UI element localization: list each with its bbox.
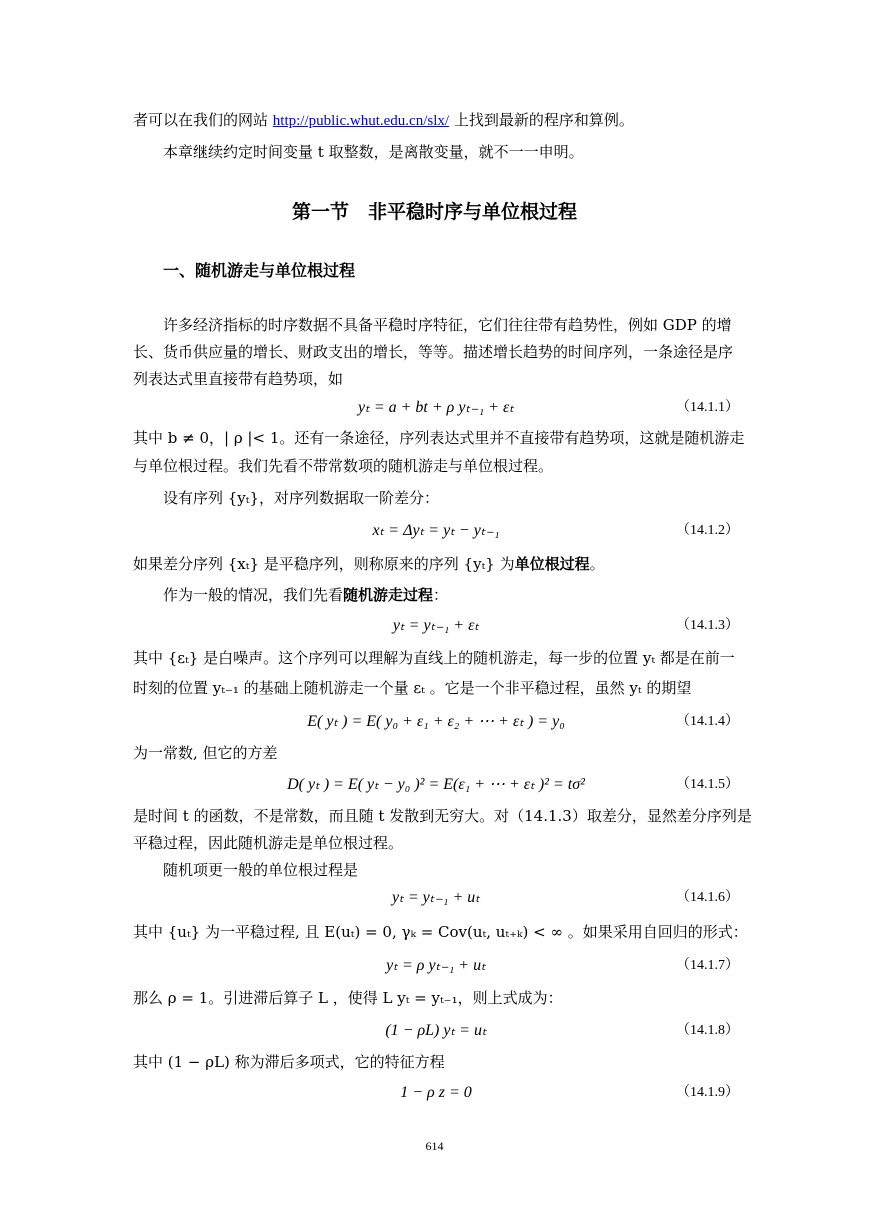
term-random-walk-process: 随机游走过程 (343, 586, 434, 604)
equation-number: （14.1.7） (676, 958, 739, 973)
equation-expression: (1 − ρL) yₜ = uₜ (385, 1022, 487, 1039)
equation-expression: D( yₜ ) = E( yₜ − y₀ )² = E(ε₁ + ⋯ + εₜ )² = tσ² (287, 776, 585, 793)
equation-number: （14.1.6） (676, 890, 739, 905)
paragraph-line (133, 110, 739, 131)
paragraph-line: 列表达式里直接带有趋势项，如 (133, 370, 344, 388)
paragraph-line: 与单位根过程。我们先看不带常数项的随机游走与单位根过程。 (133, 457, 554, 475)
equation-14-1-1 (133, 396, 739, 420)
text-span: 如果差分序列 {xₜ} 是平稳序列，则称原来的序列 {yₜ} 为 (133, 555, 515, 573)
equation-number: （14.1.1） (676, 400, 739, 415)
paragraph-line: 那么 ρ = 1。引进滞后算子 L ，使得 L yₜ = yₜ₋₁，则上式成为： (133, 989, 563, 1007)
text-span: 作为一般的情况，我们先看 (163, 586, 344, 604)
term-unit-root-process: 单位根过程 (514, 555, 590, 573)
equation-expression: 1 − ρ z = 0 (400, 1084, 472, 1101)
equation-14-1-5 (133, 773, 739, 797)
paragraph-line: 为一常数, 但它的方差 (133, 744, 278, 762)
equation-expression: yₜ = yₜ₋₁ + uₜ (392, 889, 480, 906)
paragraph-line: 平稳过程，因此随机游走是单位根过程。 (133, 834, 404, 852)
section-title: 第一节 非平稳时序与单位根过程 (291, 201, 577, 223)
website-link[interactable]: http://public.whut.edu.cn/slx/ (272, 113, 450, 129)
equation-number: （14.1.3） (676, 618, 739, 633)
paragraph-line: 其中 (1 − ρL) 称为滞后多项式，它的特征方程 (133, 1053, 445, 1071)
equation-expression: E( yₜ ) = E( y₀ + ε₁ + ε₂ + ⋯ + εₜ ) = y₀ (307, 713, 565, 730)
equation-number: （14.1.8） (676, 1023, 739, 1038)
paragraph-line: 本章继续约定时间变量 t 取整数，是离散变量，就不一一申明。 (163, 143, 584, 161)
equation-14-1-9 (133, 1081, 739, 1105)
paragraph-line: 其中 b ≠ 0，| ρ |< 1。还有一条途径，序列表达式里并不直接带有趋势项，这就是随机游走 (133, 429, 745, 447)
equation-14-1-3 (133, 614, 739, 638)
text-span: 上找到最新的程序和算例。 (453, 111, 634, 129)
equation-14-1-4 (133, 710, 739, 734)
paragraph-line (163, 585, 739, 605)
text-span: 者可以在我们的网站 (133, 111, 269, 129)
paragraph-line: 时刻的位置 yₜ₋₁ 的基础上随机游走一个量 εₜ 。它是一个非平稳过程，虽然 yₜ 的期望 (133, 679, 692, 697)
paragraph-line: 长、货币供应量的增长、财政支出的增长，等等。描述增长趋势的时间序列，一条途径是序 (133, 343, 734, 361)
paragraph-line: 其中 {εₜ} 是白噪声。这个序列可以理解为直线上的随机游走，每一步的位置 yₜ 都是在前一 (133, 649, 735, 667)
subsection-title: 一、随机游走与单位根过程 (163, 261, 356, 280)
paragraph-line: 随机项更一般的单位根过程是 (163, 861, 359, 879)
equation-expression: yₜ = ρ yₜ₋₁ + uₜ (386, 957, 486, 974)
equation-expression: yₜ = a + bt + ρ yₜ₋₁ + εₜ (358, 399, 514, 416)
text-span: 。 (589, 555, 605, 573)
paragraph-line (133, 554, 739, 574)
equation-number: （14.1.2） (676, 523, 739, 538)
text-span: ： (433, 586, 449, 604)
paragraph-line: 其中 {uₜ} 为一平稳过程, 且 E(uₜ) = 0, γₖ = Cov(uₜ, uₜ₊ₖ) < ∞ 。如果采用自回归的形式： (133, 923, 748, 941)
equation-14-1-2 (133, 519, 739, 543)
paragraph-line: 是时间 t 的函数，不是常数，而且随 t 发散到无穷大。对（14.1.3）取差分，显然差分序列是 (133, 807, 752, 825)
equation-14-1-8 (133, 1019, 739, 1043)
equation-number: （14.1.5） (676, 777, 739, 792)
equation-expression: yₜ = yₜ₋₁ + εₜ (392, 617, 480, 634)
equation-14-1-7 (133, 954, 739, 978)
equation-expression: xₜ = Δyₜ = yₜ − yₜ₋₁ (372, 522, 500, 539)
equation-14-1-6 (133, 886, 739, 910)
paragraph-line: 设有序列 {yₜ}，对序列数据取一阶差分： (163, 489, 440, 507)
page-number: 614 (425, 1139, 444, 1153)
equation-number: （14.1.4） (676, 714, 739, 729)
equation-number: （14.1.9） (676, 1085, 739, 1100)
paragraph-line: 许多经济指标的时序数据不具备平稳时序特征，它们往往带有趋势性，例如 GDP 的增 (163, 316, 732, 334)
